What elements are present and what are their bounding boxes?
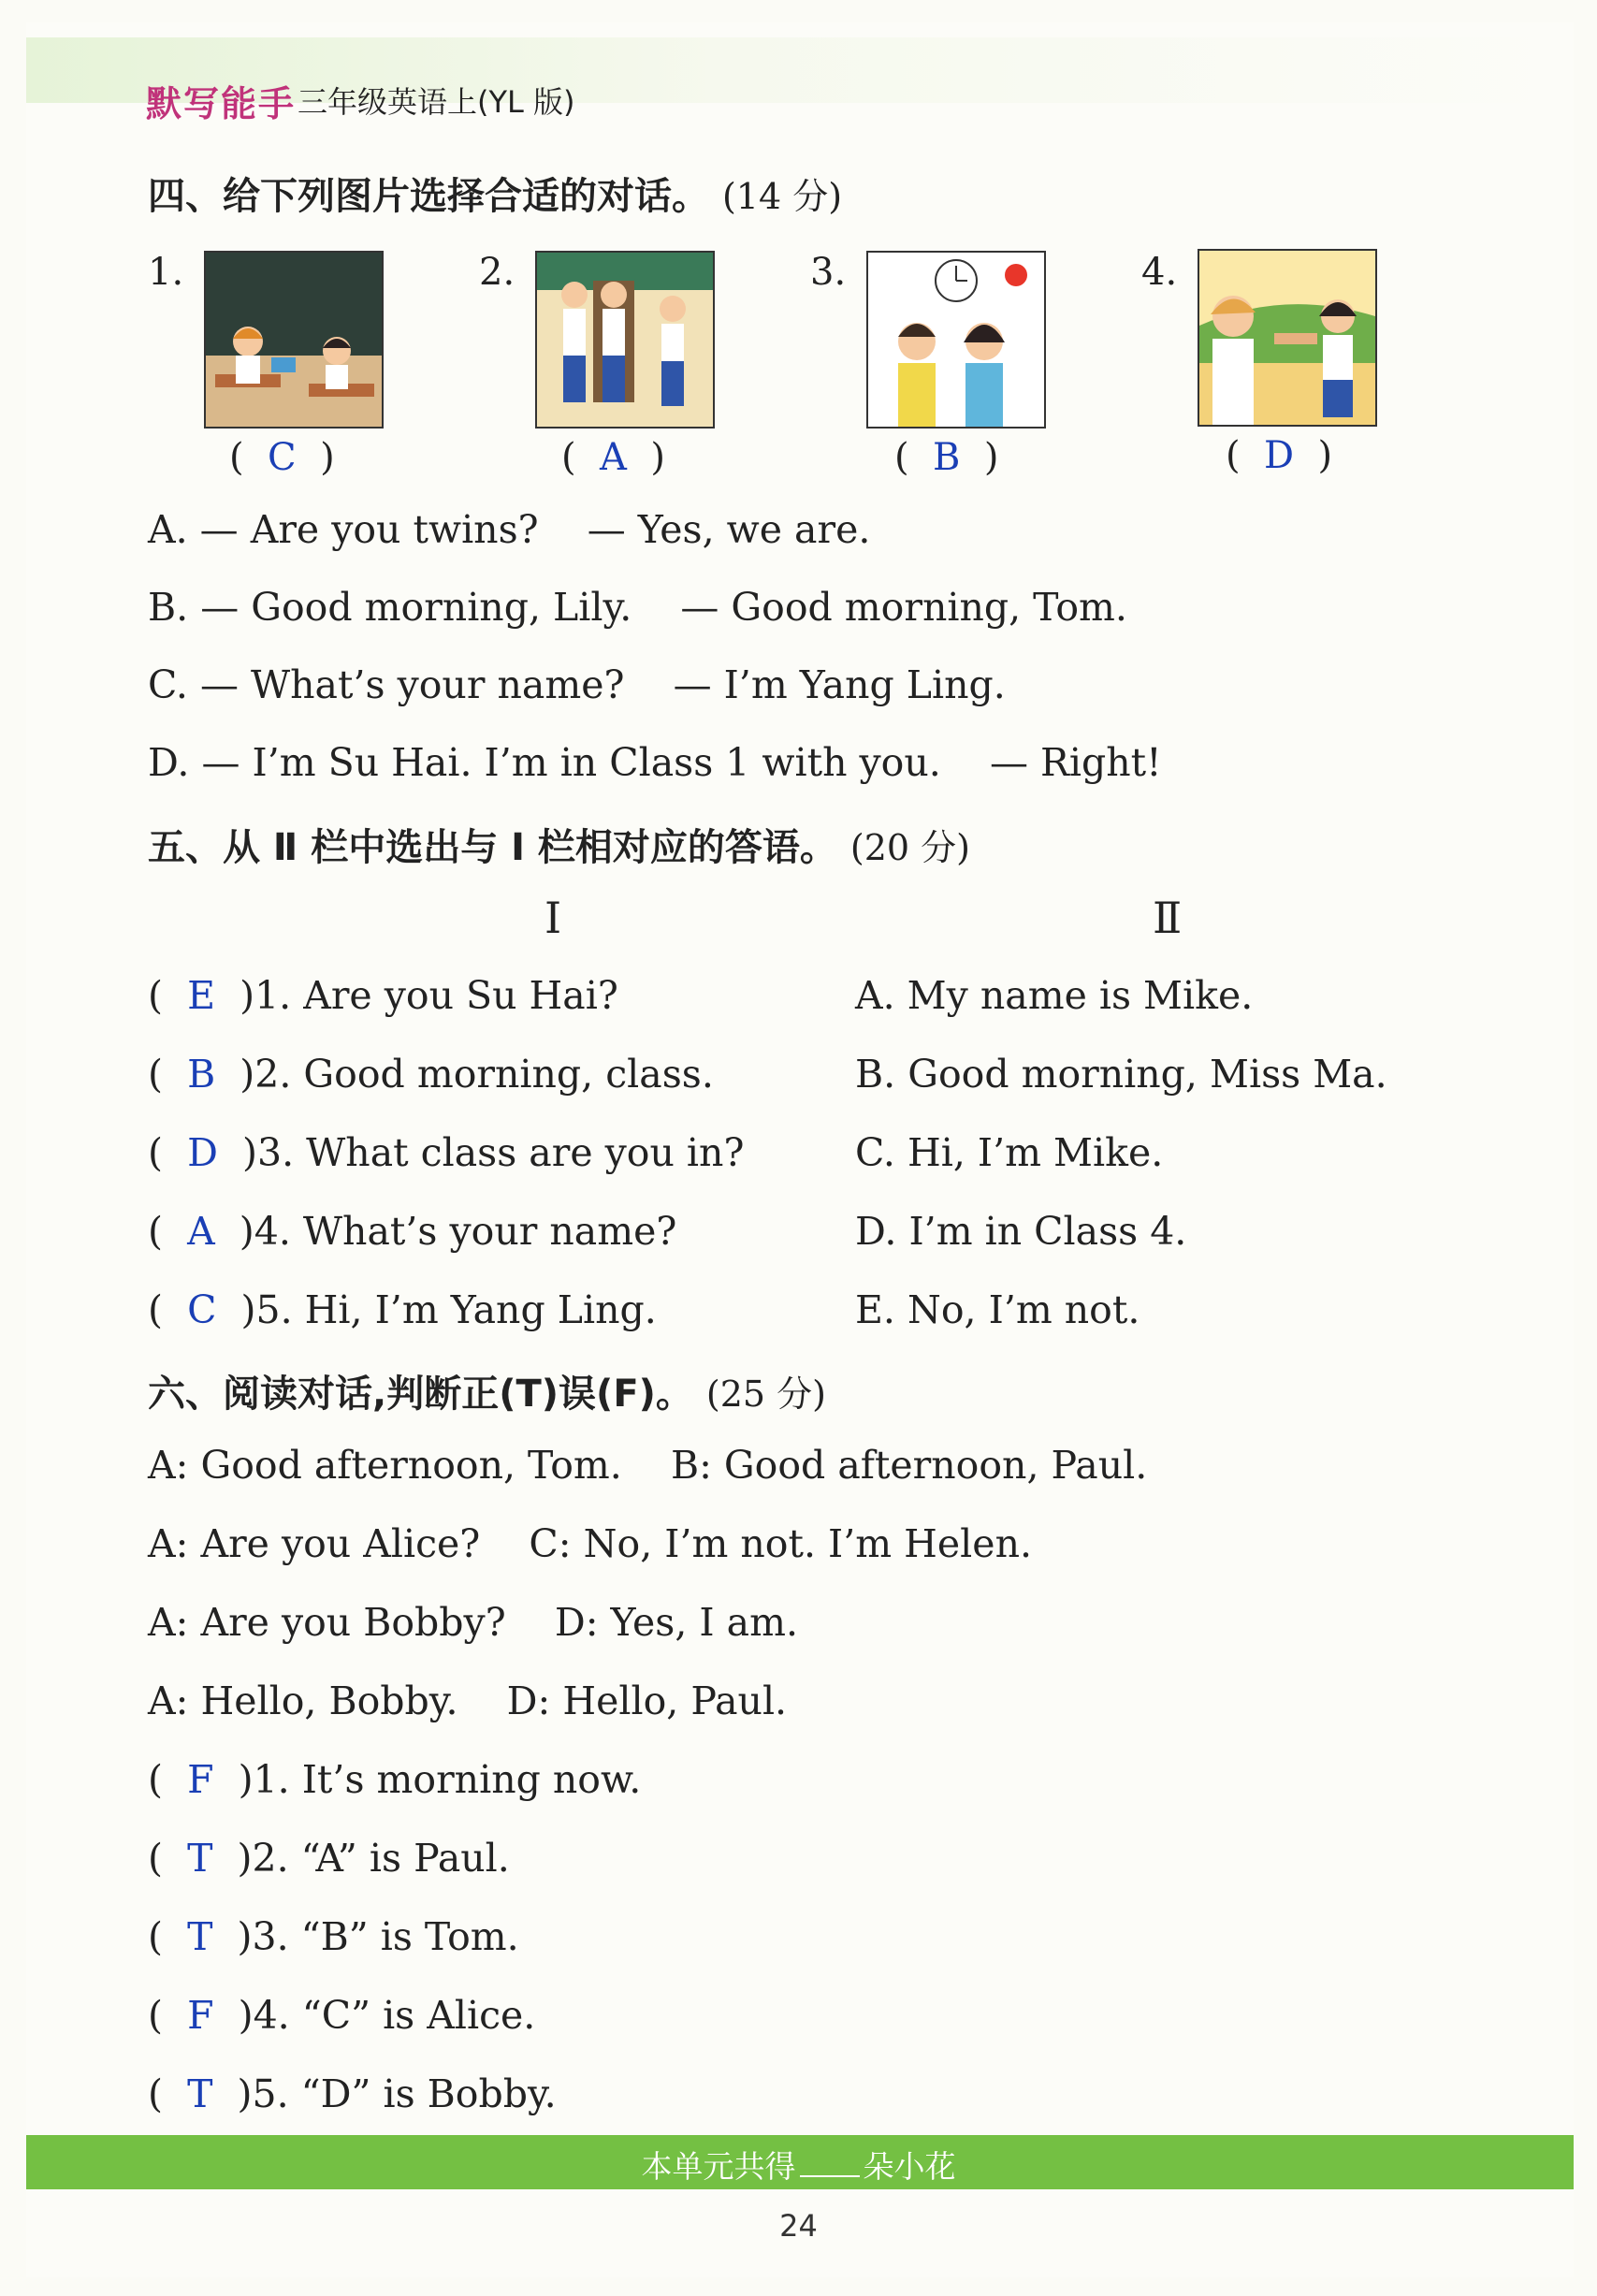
pic-4-number: 4. [1141, 251, 1178, 294]
judgement-row: ( T )5. “D” is Bobby. [148, 2071, 557, 2116]
judgement-statement: )4. “C” is Alice. [238, 1993, 536, 2038]
section5-points: (20 分) [849, 827, 970, 868]
classroom-illustration [206, 253, 382, 427]
match-question: )4. What’s your name? [239, 1209, 677, 1254]
pic-4-answer-slot: ( D ) [1226, 434, 1333, 477]
match-option: A. My name is Mike. [855, 973, 1254, 1018]
match-question: )1. Are you Su Hai? [240, 973, 618, 1018]
pic-1-answer-slot: ( C ) [229, 436, 335, 479]
pic-1-answer: C [268, 436, 297, 479]
flower-score-before: 本单元共得 [641, 2148, 796, 2185]
match-answer: C [187, 1287, 217, 1332]
match-question: )2. Good morning, class. [240, 1052, 714, 1097]
judgement-row: ( F )1. It’s morning now. [148, 1757, 642, 1802]
picture-4-class [1198, 249, 1377, 427]
dialogue-line: A: Hello, Bobby. D: Hello, Paul. [148, 1678, 788, 1723]
judgement-answer: T [187, 2071, 213, 2116]
pic-3-answer-slot: ( B ) [894, 436, 999, 479]
match-answer: E [187, 973, 215, 1018]
judgement-statement: )2. “A” is Paul. [237, 1836, 510, 1881]
judgement-answer: F [187, 1757, 214, 1802]
match-option: B. Good morning, Miss Ma. [855, 1052, 1387, 1097]
judgement-statement: )5. “D” is Bobby. [237, 2071, 557, 2116]
match-question: )5. Hi, I’m Yang Ling. [240, 1287, 657, 1332]
pic-3-number: 3. [810, 251, 847, 294]
class-illustration [1199, 251, 1375, 425]
match-row: ( A )4. What’s your name? [148, 1209, 677, 1254]
match-option: E. No, I’m not. [855, 1287, 1140, 1332]
match-row: ( E )1. Are you Su Hai? [148, 973, 618, 1018]
section6-title [148, 1364, 826, 1417]
match-option: C. Hi, I’m Mike. [855, 1130, 1164, 1175]
flower-score [0, 2143, 1597, 2187]
dialogue-option-c: C. — What’s your name? — I’m Yang Ling. [148, 662, 1006, 707]
dialogue-option-b: B. — Good morning, Lily. — Good morning, Tom. [148, 585, 1127, 630]
section6-title-text: 六、阅读对话,判断正(T)误(F)。 [148, 1373, 693, 1416]
page-number: 24 [779, 2208, 818, 2244]
dialogue-line: A: Are you Alice? C: No, I’m not. I’m Helen. [148, 1521, 1033, 1566]
twins-illustration [537, 253, 713, 427]
section6-points: (25 分) [705, 1373, 826, 1415]
match-answer: B [187, 1052, 216, 1097]
book-title: 三年级英语上(YL 版) [298, 84, 575, 120]
column-1-heading: Ⅰ [544, 893, 562, 943]
judgement-row: ( T )2. “A” is Paul. [148, 1836, 510, 1881]
match-row: ( C )5. Hi, I’m Yang Ling. [148, 1287, 657, 1332]
picture-2-twins [535, 251, 715, 429]
match-option: D. I’m in Class 4. [855, 1209, 1187, 1254]
flower-score-blank [800, 2149, 860, 2177]
dialogue-option-d: D. — I’m Su Hai. I’m in Class 1 with you. — Right! [148, 740, 1162, 785]
pic-3-answer: B [933, 436, 961, 479]
dialogue-line: A: Are you Bobby? D: Yes, I am. [148, 1600, 798, 1645]
judgement-answer: T [187, 1914, 213, 1959]
pic-2-answer-slot: ( A ) [561, 436, 665, 479]
dialogue-option-a: A. — Are you twins? — Yes, we are. [148, 507, 871, 552]
pic-2-number: 2. [479, 251, 515, 294]
pic-4-answer: D [1264, 434, 1295, 477]
judgement-statement: )3. “B” is Tom. [237, 1914, 519, 1959]
section4-title [148, 167, 842, 220]
dialogue-line: A: Good afternoon, Tom. B: Good afternoon, Paul. [148, 1443, 1148, 1488]
section5-title [148, 818, 970, 871]
judgement-row: ( T )3. “B” is Tom. [148, 1914, 519, 1959]
flower-score-after: 朵小花 [863, 2148, 956, 2185]
section5-title-text: 五、从 Ⅱ 栏中选出与 Ⅰ 栏相对应的答语。 [148, 826, 837, 869]
picture-3-morning [866, 251, 1046, 429]
section4-points: (14 分) [721, 176, 843, 217]
judgement-statement: )1. It’s morning now. [238, 1757, 642, 1802]
picture-1-classroom [204, 251, 384, 429]
match-answer: A [187, 1209, 215, 1254]
morning-illustration [868, 253, 1044, 427]
judgement-row: ( F )4. “C” is Alice. [148, 1993, 536, 2038]
match-answer: D [187, 1130, 218, 1175]
judgement-answer: F [187, 1993, 214, 2038]
match-row: ( D )3. What class are you in? [148, 1130, 745, 1175]
pic-1-number: 1. [148, 251, 184, 294]
book-brand: 默写能手 [146, 83, 297, 124]
column-2-heading: Ⅱ [1153, 893, 1183, 943]
match-row: ( B )2. Good morning, class. [148, 1052, 714, 1097]
match-question: )3. What class are you in? [242, 1130, 745, 1175]
judgement-answer: T [187, 1836, 213, 1881]
pic-2-answer: A [600, 436, 627, 479]
section4-title-text: 四、给下列图片选择合适的对话。 [148, 175, 709, 218]
